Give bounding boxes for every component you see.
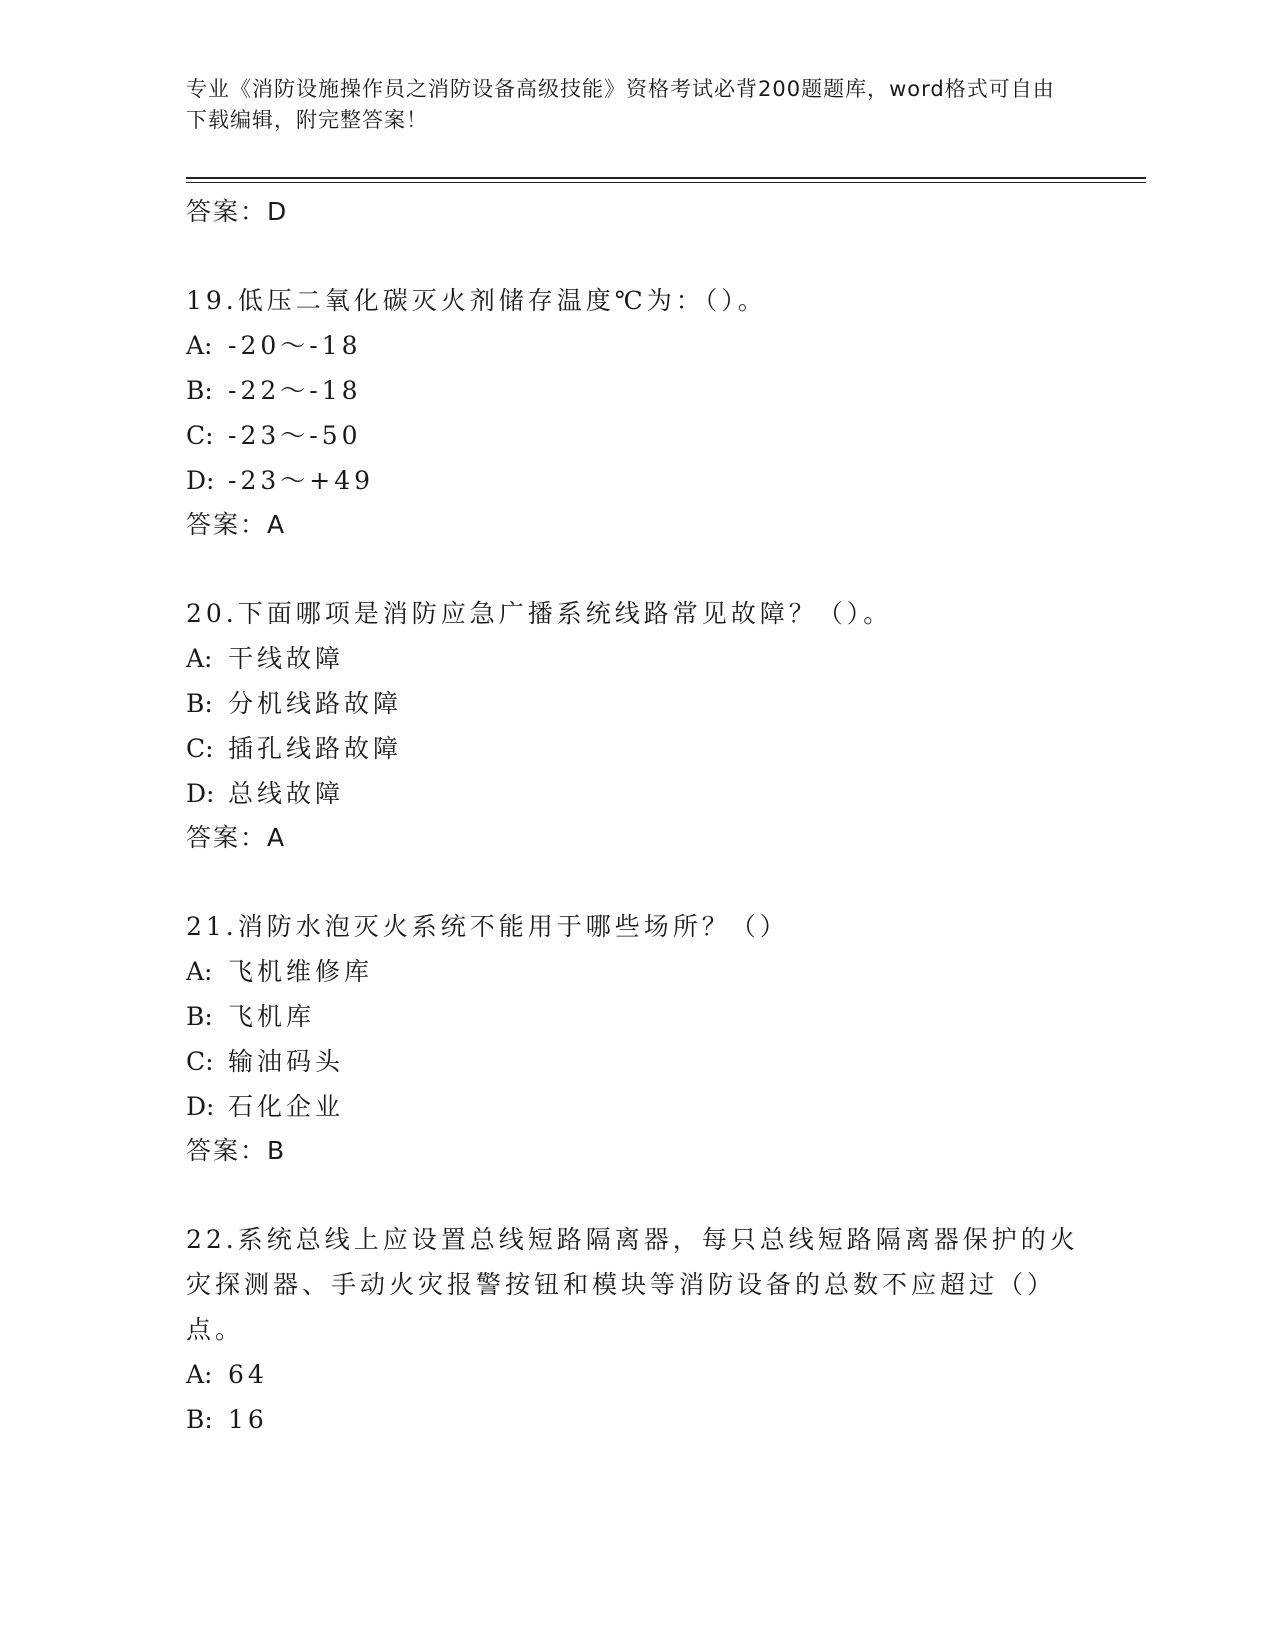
option-text: -22～-18 — [228, 376, 362, 405]
option-text: 插孔线路故障 — [228, 734, 403, 763]
document-header-text: 专业《消防设施操作员之消防设备高级技能》资格考试必背200题题库，word格式可自由下载编辑，附完整答案！ — [186, 77, 1055, 132]
answer-line: 答案：B — [186, 1136, 287, 1165]
option-key: A: — [186, 1360, 213, 1389]
option-key: A: — [186, 957, 213, 986]
option-a — [186, 949, 1086, 994]
option-b — [186, 368, 1086, 413]
option-key: B: — [186, 1002, 213, 1031]
option-b — [186, 1397, 1086, 1442]
question-stem: 20.下面哪项是消防应急广播系统线路常见故障？（）。 — [186, 599, 893, 628]
option-c — [186, 413, 1086, 458]
option-key: C: — [186, 421, 214, 450]
question-stem: 22.系统总线上应设置总线短路隔离器，每只总线短路隔离器保护的火灾探测器、手动火灾报警按钮和模块等消防设备的总数不应超过（）点。 — [186, 1225, 1079, 1344]
option-text: -20～-18 — [228, 331, 362, 360]
option-c — [186, 1039, 1086, 1084]
answer-line: 答案：A — [186, 510, 287, 539]
option-key: B: — [186, 1405, 213, 1434]
question-20 — [186, 591, 1086, 860]
option-text: 16 — [228, 1405, 268, 1434]
option-b — [186, 994, 1086, 1039]
option-a — [186, 323, 1086, 368]
option-a — [186, 1352, 1086, 1397]
option-text: 分机线路故障 — [228, 689, 403, 718]
question-stem: 21.消防水泡灭火系统不能用于哪些场所？（） — [186, 912, 789, 941]
question-19 — [186, 278, 1086, 547]
option-text: -23～+49 — [228, 466, 375, 495]
header-divider-thin — [186, 182, 1146, 183]
option-text: 总线故障 — [228, 779, 345, 808]
answer-line: 答案：D — [186, 197, 289, 226]
option-a — [186, 636, 1086, 681]
header-divider-thick — [186, 177, 1146, 179]
option-key: D: — [186, 466, 215, 495]
option-text: 飞机维修库 — [228, 957, 374, 986]
answer-line: 答案：A — [186, 823, 287, 852]
option-key: D: — [186, 1092, 215, 1121]
question-21 — [186, 904, 1086, 1173]
option-key: A: — [186, 644, 213, 673]
question-stem: 19.低压二氧化碳灭火剂储存温度℃为：（）。 — [186, 286, 767, 315]
option-key: B: — [186, 689, 213, 718]
option-text: 干线故障 — [228, 644, 345, 673]
option-key: C: — [186, 1047, 214, 1076]
option-text: 飞机库 — [228, 1002, 316, 1031]
option-text: -23～-50 — [228, 421, 362, 450]
option-text: 64 — [228, 1360, 268, 1389]
option-b — [186, 681, 1086, 726]
question-22 — [186, 1217, 1086, 1442]
option-d — [186, 458, 1086, 503]
option-d — [186, 771, 1086, 816]
option-d — [186, 1084, 1086, 1129]
question-list — [186, 190, 1086, 1442]
option-text: 石化企业 — [228, 1092, 345, 1121]
option-key: D: — [186, 779, 215, 808]
option-key: A: — [186, 331, 213, 360]
option-key: B: — [186, 376, 213, 405]
option-key: C: — [186, 734, 214, 763]
option-c — [186, 726, 1086, 771]
option-text: 输油码头 — [228, 1047, 345, 1076]
